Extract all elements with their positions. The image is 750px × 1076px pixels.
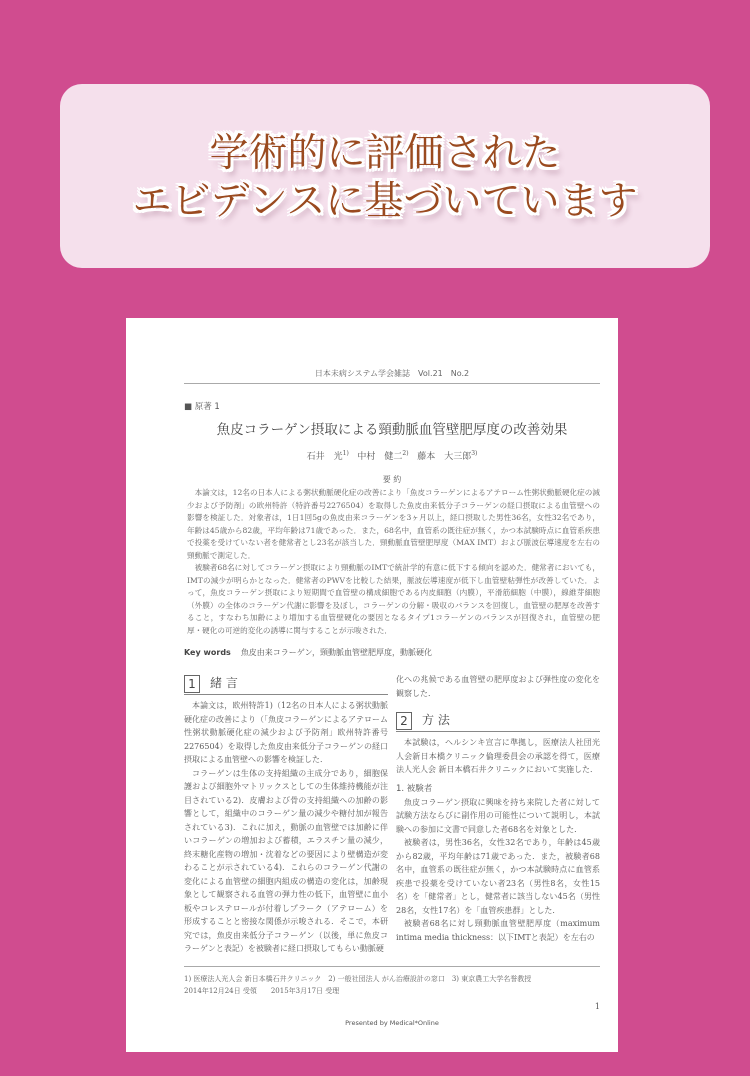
keywords-label: Key words (184, 648, 231, 657)
section-number: 2 (396, 712, 412, 730)
paragraph: 被験者は，男性36名，女性32名であり，年齢は45歳から82歳，平均年齢は71歳であった．また，被験者68名中，血管系の既往症が無く，かつ本試験時点に血管系疾患で投薬を受けていない者23名（男性8名，女性15名）を「健常者」とし，健常者に該当しない45名（男性28名，女性17名）を「血管疾患群」とした． (396, 838, 600, 915)
section-1-heading (184, 673, 388, 695)
paragraph: 本試験は，ヘルシンキ宣言に準拠し，医療法人社団光人会新日本橋クリニック倫理委員会の承認を得て，医療法人光人会 新日本橋石井クリニックにおいて実施した． (396, 738, 600, 774)
section-2-heading (396, 710, 600, 732)
presented-by: Presented by Medical*Online (345, 1018, 439, 1027)
paragraph: コラーゲンは生体の支持組織の主成分であり，細胞保護および細胞外マトリックスとしての生体維持機能が注目されている2)．皮膚および骨の支持組織への加齢の影響として，組織中のコラーゲン量の減少や糖付加が報告されている3)．これに加え，動脈の血管壁では加齢に伴いコラーゲンの増加および蓄積，エラスチン量の減少，終末糖化産物の増加・沈着などの要因により壁構造が変わることが示されている4)．これらのコラーゲン代謝の変化による血管壁の細胞内組成の構造の変化は，加齢現象として観察される血管の弾力性の低下，血管壁に血小板やコレステロールが付着しプラーク（アテローム）を形成することと密接な関係が示唆される．そこで，本研究では，魚皮由来低分子コラーゲン（以後，単に魚皮コラーゲンと表記）を被験者に経口摂取してもらい動脈硬 (184, 768, 388, 953)
paragraph: 被験者68名に対し頸動脈血管壁肥厚度（maximum intima media thickness：以下IMTと表記）を左右の (396, 919, 600, 942)
keywords (184, 647, 600, 659)
section-title: 緒 言 (210, 675, 238, 690)
author-affil: 3) (471, 450, 478, 457)
author: 石井 光 (306, 452, 343, 462)
paragraph: 魚皮コラーゲン摂取に興味を持ち来院した者に対して試験方法ならびに副作用の可能性について説明し，本試験への参加に文書で同意した者68名を対象とした． (396, 797, 600, 834)
page-number: 1 (594, 1001, 600, 1011)
abstract-paragraph: 被験者68名に対してコラーゲン摂取により頸動脈のIMTで統計学的有意に低下する傾向を認めた．健常者においても，IMTの減少が明らかとなった．健常者のPWVを比較した結果，脈波伝導速度が低下し血管壁粘弾性が改善していた．よって，魚皮コラーゲン摂取により短期間で血管壁の構成細胞である内皮細胞（内膜），平滑筋細胞（中膜），線維芽細胞（外膜）の全体のコラーゲン代謝に影響を及ぼし，コラーゲンの分解・吸収のバランスを回復し，血管壁の肥厚を改善すること，すなわち加齢により増加する血管壁硬化の要因となるタイプ1コラーゲンのバランスが回復され，血管壁の肥厚・硬化の可逆的変化の誘導に関与することが示唆された． (187, 563, 600, 635)
right-column (396, 673, 600, 944)
headline-line-2: エビデンスに基づいています (132, 179, 638, 224)
journal-header: 日本未病システム学会雑誌 Vol.21 No.2 (184, 368, 600, 384)
paper-scan (126, 318, 618, 1052)
headline-banner (60, 84, 710, 268)
affiliations: 1) 医療法人光人会 新日本橋石井クリニック 2) 一般社団法人 がん治療設計の窓口 3) 東京農工大学名誉教授 (184, 974, 532, 983)
keywords-text: 魚皮由来コラーゲン，頸動脈血管壁肥厚度，動脈硬化 (240, 648, 433, 657)
abstract-heading: 要 約 (382, 475, 402, 484)
abstract (184, 487, 600, 637)
left-column (184, 673, 388, 956)
article-title: 魚皮コラーゲン摂取による頸動脈血管壁肥厚度の改善効果 (216, 422, 568, 438)
paragraph: 本論文は，欧州特許1)（12名の日本人による粥状動脈硬化症の改善により（「魚皮コラーゲンによるアテローム性粥状動脈硬化症の減少および予防剤」欧州特許番号2276504）を取得した魚皮由来低分子コラーゲンの経口摂取による血管壁への影響を検証した． (184, 701, 388, 764)
section-title: 方 法 (422, 712, 450, 727)
author: 中村 健二 (357, 452, 403, 462)
received-dates: 2014年12月24日 受領 2015年3月17日 受理 (184, 986, 340, 995)
subsection-heading: 1. 被験者 (396, 783, 433, 794)
section-number: 1 (184, 675, 200, 693)
author: 藤本 大三郎 (417, 452, 472, 462)
headline-line-1: 学術的に評価された (209, 131, 561, 176)
body-columns (184, 673, 600, 956)
author-affil: 2) (402, 450, 409, 457)
author-affil: 1) (342, 450, 349, 457)
article-kind: ■ 原著 1 (184, 402, 220, 412)
abstract-paragraph: 本論文は，12名の日本人による粥状動脈硬化症の改善により「魚皮コラーゲンによるアテローム性粥状動脈硬化症の減少および予防剤」の欧州特許（特許番号2276504）を取得した魚皮由来低分子コラーゲンの経口摂取による血管壁への影響を検証した．対象者は，1日1回5gの魚皮由来コラーゲンを3ヶ月以上，経口摂取した男性36名，女性32名であり，年齢は45歳から82歳，平均年齢は71歳であった．また，68名中，血管系の既往症が無く，かつ本試験時点に血管系疾患で投薬を受けていない者を健常者とし23名が該当した．頸動脈血管壁肥厚度（MAX IMT）および脈波伝導速度を左右の頸動脈で測定した． (187, 488, 600, 560)
paragraph: 化への兆候である血管壁の肥厚度および弾性度の変化を観察した． (396, 675, 600, 698)
footnotes (184, 966, 600, 997)
authors (184, 447, 600, 464)
